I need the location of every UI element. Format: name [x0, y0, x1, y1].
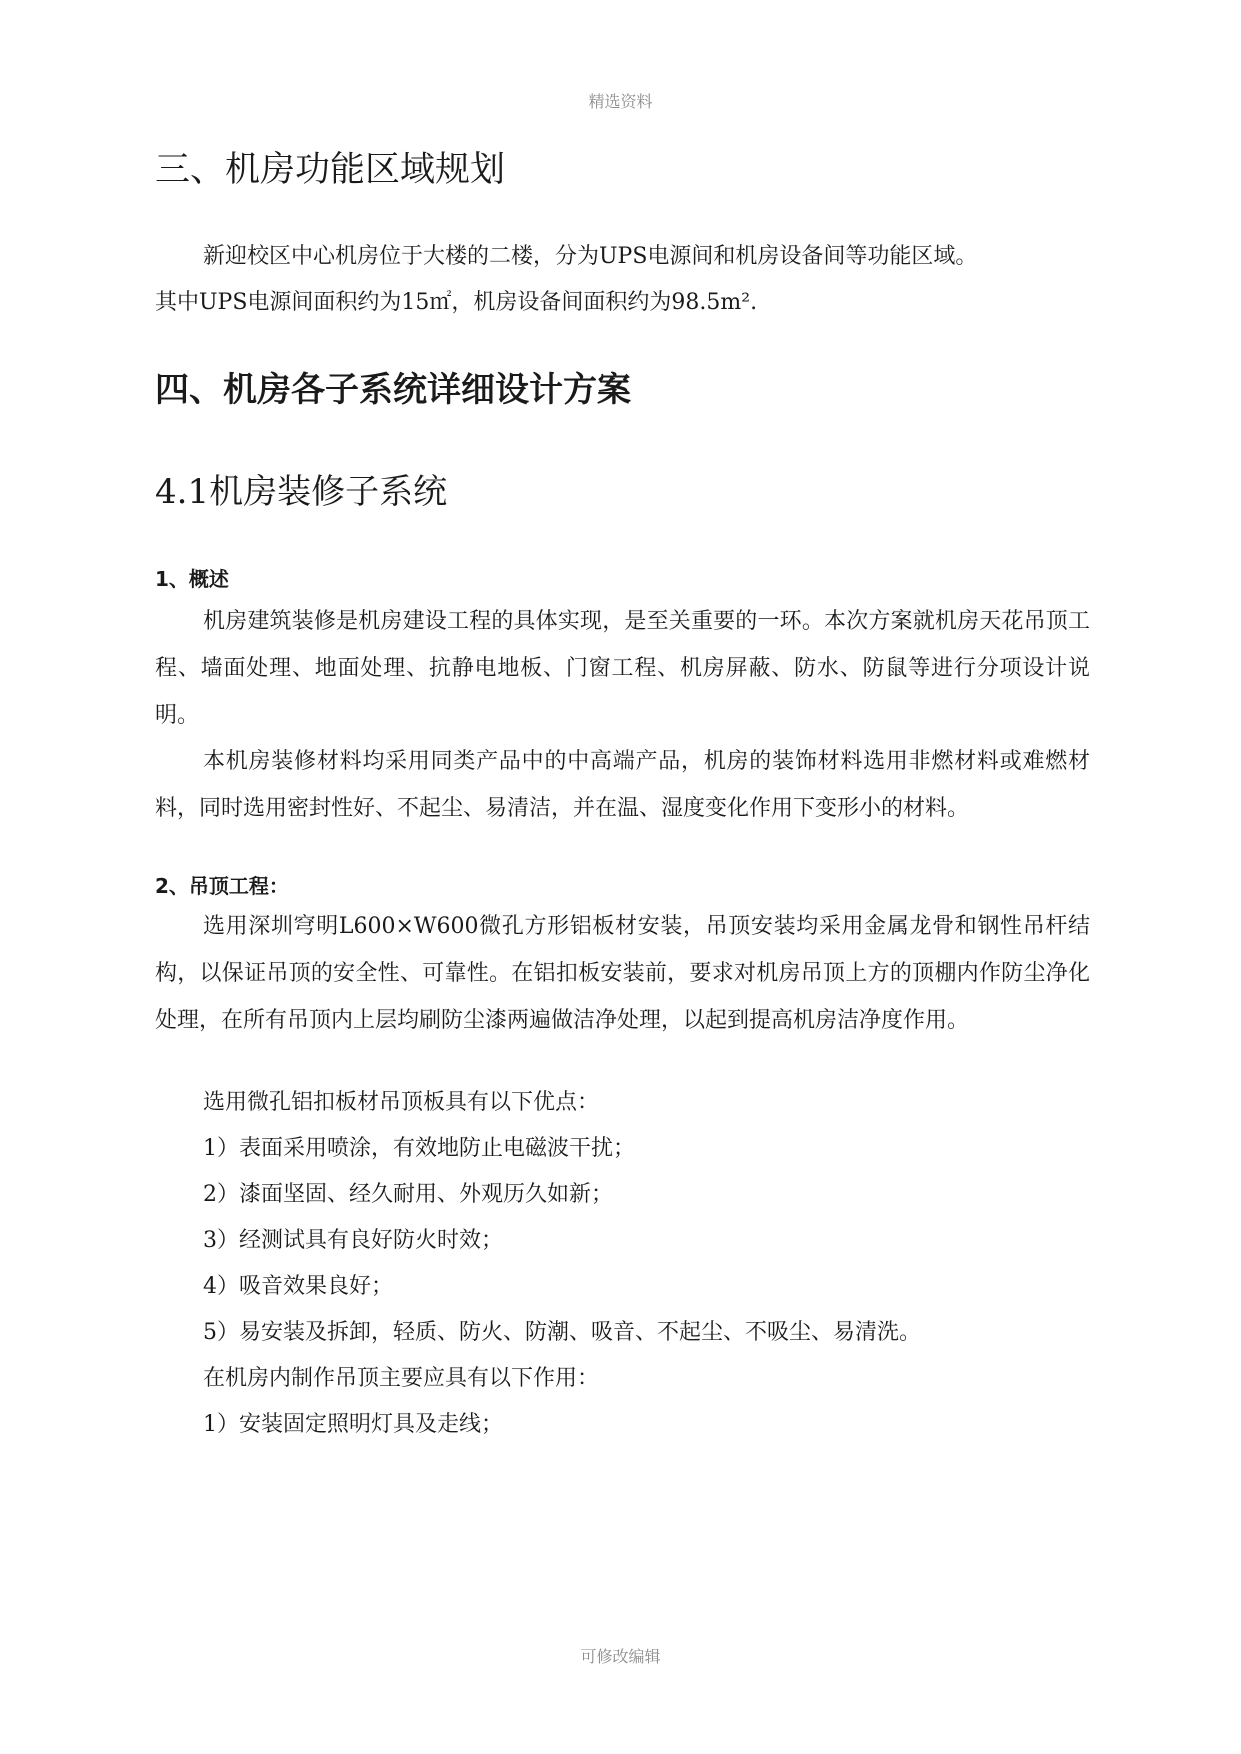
function-item-1: 1）安装固定照明灯具及走线； — [203, 1412, 503, 1437]
advantage-item-5: 5）易安装及拆卸，轻质、防火、防潮、吸音、不起尘、不吸尘、易清洗。 — [203, 1320, 921, 1345]
advantage-item-1: 1）表面采用喷涂，有效地防止电磁波干扰； — [203, 1136, 635, 1161]
overview-paragraph-1: 机房建筑装修是机房建设工程的具体实现，是至关重要的一环。本次方案就机房天花吊顶工程、墙面处理、地面处理、抗静电地板、门窗工程、机房屏蔽、防水、防鼠等进行分项设计说明。 — [155, 609, 1090, 728]
page-header: 精选资料 — [588, 92, 653, 111]
advantage-item-4: 4）吸音效果良好； — [203, 1274, 393, 1299]
page-footer: 可修改编辑 — [580, 1647, 661, 1666]
advantages-intro: 选用微孔铝扣板材吊顶板具有以下优点： — [203, 1090, 600, 1115]
section-3-paragraph-line-2: 其中UPS电源间面积约为15㎡，机房设备间面积约为98.5m². — [155, 290, 758, 315]
ceiling-paragraph: 选用深圳穹明L600×W600微孔方形铝板材安装，吊顶安装均采用金属龙骨和钢性吊杆结构，以保证吊顶的安全性、可靠性。在铝扣板安装前，要求对机房吊顶上方的顶棚内作防尘净化处理，在所有吊顶内上层均刷防尘漆两遍做洁净处理，以起到提高机房洁净度作用。 — [155, 914, 1090, 1033]
section-3-paragraph-line-1: 新迎校区中心机房位于大楼的二楼，分为UPS电源间和机房设备间等功能区域。 — [203, 244, 978, 269]
advantage-item-2: 2）漆面坚固、经久耐用、外观历久如新； — [203, 1182, 613, 1207]
ceiling-heading: 2、吊顶工程： — [155, 874, 289, 898]
advantage-item-3: 3）经测试具有良好防火时效； — [203, 1228, 503, 1253]
overview-heading: 1、概述 — [155, 567, 229, 591]
overview-paragraph-2: 本机房装修材料均采用同类产品中的中高端产品，机房的装饰材料选用非燃材料或难燃材料，同时选用密封性好、不起尘、易清洁，并在温、湿度变化作用下变形小的材料。 — [155, 749, 1090, 821]
subsection-4-1-title: 4.1机房装修子系统 — [155, 472, 448, 512]
functions-intro: 在机房内制作吊顶主要应具有以下作用： — [203, 1366, 600, 1391]
section-3-title: 三、机房功能区域规划 — [155, 150, 506, 190]
section-4-title: 四、机房各子系统详细设计方案 — [155, 370, 631, 410]
